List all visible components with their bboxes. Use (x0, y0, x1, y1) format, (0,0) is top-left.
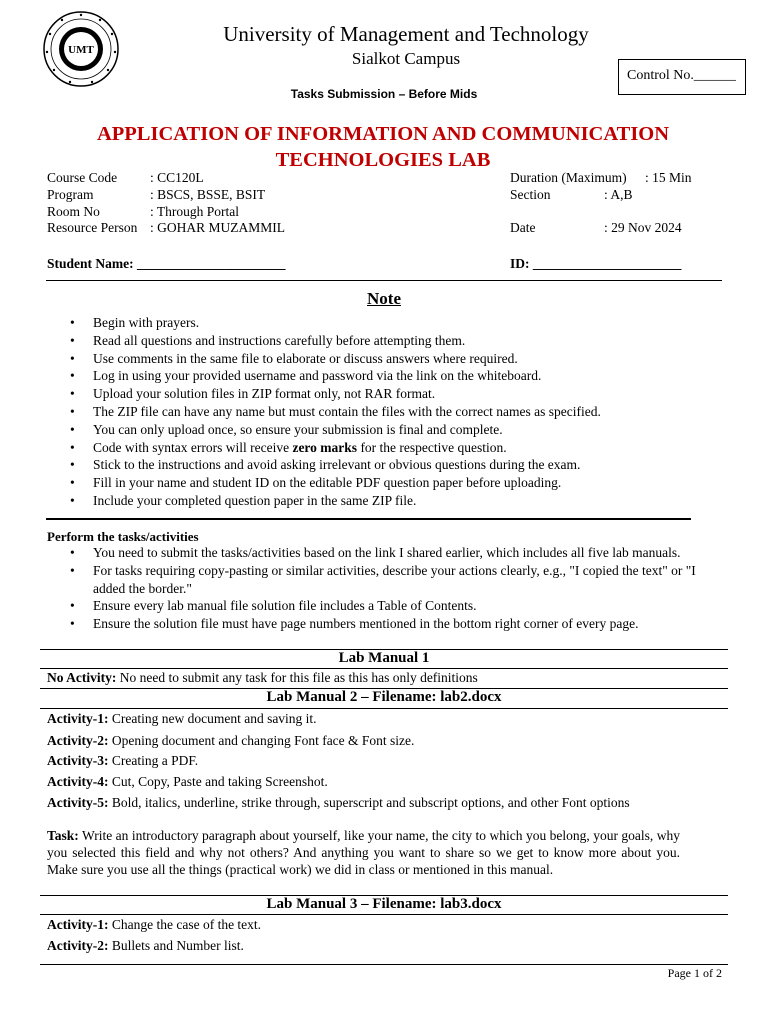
section-value: : A,B (604, 187, 633, 202)
page-number: Page 1 of 2 (667, 966, 722, 980)
lab3-activity-2: Activity-2: Bullets and Number list. (47, 938, 244, 953)
zero-marks-emphasis: zero marks (292, 439, 358, 455)
room-label: Room No (47, 204, 100, 219)
perform-heading: Perform the tasks/activities (47, 529, 199, 544)
divider (46, 280, 722, 281)
date-value: : 29 Nov 2024 (604, 220, 682, 235)
lab2-heading: Lab Manual 2 – Filename: lab2.docx (266, 689, 502, 705)
list-item: • You can only upload once, so ensure your submission is final and complete. (46, 421, 726, 439)
list-item: • Fill in your name and student ID on the editable PDF question paper before uploading. (46, 474, 726, 492)
section-label: Section (510, 187, 551, 202)
lab2-activity-2: Activity-2: Opening document and changing Font face & Font size. (47, 733, 415, 748)
student-id-field[interactable]: ID: ______________________ (510, 256, 682, 271)
list-item: • For tasks requiring copy-pasting or similar activities, describe your actions clearly, e.g., "I copied the text" or "I added the border." (46, 562, 726, 598)
footer-divider (40, 964, 728, 965)
tasks-submission-subtitle: Tasks Submission – Before Mids (290, 87, 478, 101)
resource-person-label: Resource Person (47, 220, 138, 235)
perform-list (46, 544, 726, 633)
list-item: • Ensure the solution file must have page numbers mentioned in the bottom right corner of every page. (46, 615, 726, 633)
resource-person-value: : GOHAR MUZAMMIL (150, 220, 285, 235)
list-item: • Ensure every lab manual file solution file includes a Table of Contents. (46, 597, 726, 615)
program-label: Program (47, 187, 94, 202)
list-item: • The ZIP file can have any name but must contain the files with the correct names as specified. (46, 403, 726, 421)
lab2-task: Task: Write an introductory paragraph about yourself, like your name, the city to which you belong, your goals, why you selected this field and why not others? And anything you want to share so we get to know more about you. Make sure you use all the things (practical work) we did in class or mentioned in this manual. (47, 828, 680, 877)
list-item: • Read all questions and instructions carefully before attempting them. (46, 332, 726, 350)
course-code-value: : CC120L (150, 170, 204, 185)
document-title: APPLICATION OF INFORMATION AND COMMUNICATION TECHNOLOGIES LAB (96, 123, 670, 171)
list-item: • Stick to the instructions and avoid asking irrelevant or obvious questions during the exam. (46, 456, 726, 474)
section-divider (46, 518, 691, 520)
svg-text:UMT: UMT (68, 44, 94, 56)
control-number-box: Control No.______ (618, 59, 746, 95)
list-item: • Code with syntax errors will receive zero marks for the respective question. (46, 439, 726, 457)
note-heading: Note (367, 289, 401, 308)
date-label: Date (510, 220, 536, 235)
note-list (46, 314, 726, 510)
duration-value: : 15 Min (645, 170, 692, 185)
lab3-heading: Lab Manual 3 – Filename: lab3.docx (266, 896, 502, 912)
table-border (40, 914, 728, 915)
lab1-heading: Lab Manual 1 (338, 650, 430, 666)
table-border (40, 708, 728, 709)
lab2-activity-5: Activity-5: Bold, italics, underline, strike through, superscript and subscript options, and other Font options (47, 795, 630, 810)
duration-label: Duration (Maximum) (510, 170, 627, 185)
list-item: • Include your completed question paper in the same ZIP file. (46, 492, 726, 510)
lab3-activity-1: Activity-1: Change the case of the text. (47, 917, 262, 932)
lab2-activity-1: Activity-1: Creating new document and saving it. (47, 711, 317, 726)
course-code-label: Course Code (47, 170, 118, 185)
list-item: • Use comments in the same file to elaborate or discuss answers where required. (46, 350, 726, 368)
list-item: • Log in using your provided username and password via the link on the whiteboard. (46, 367, 726, 385)
lab1-row: No Activity: No need to submit any task for this file as this has only definitions (47, 670, 478, 685)
student-name-field[interactable]: Student Name: ______________________ (47, 256, 286, 271)
program-value: : BSCS, BSSE, BSIT (150, 187, 266, 202)
list-item: • Begin with prayers. (46, 314, 726, 332)
campus-name: Sialkot Campus (351, 49, 461, 68)
lab2-activity-3: Activity-3: Creating a PDF. (47, 753, 199, 768)
list-item: • Upload your solution files in ZIP format only, not RAR format. (46, 385, 726, 403)
university-name: University of Management and Technology (223, 22, 589, 46)
room-value: : Through Portal (150, 204, 239, 219)
list-item: • You need to submit the tasks/activities based on the link I shared earlier, which includes all five lab manuals. (46, 544, 726, 562)
lab2-activity-4: Activity-4: Cut, Copy, Paste and taking Screenshot. (47, 774, 328, 789)
